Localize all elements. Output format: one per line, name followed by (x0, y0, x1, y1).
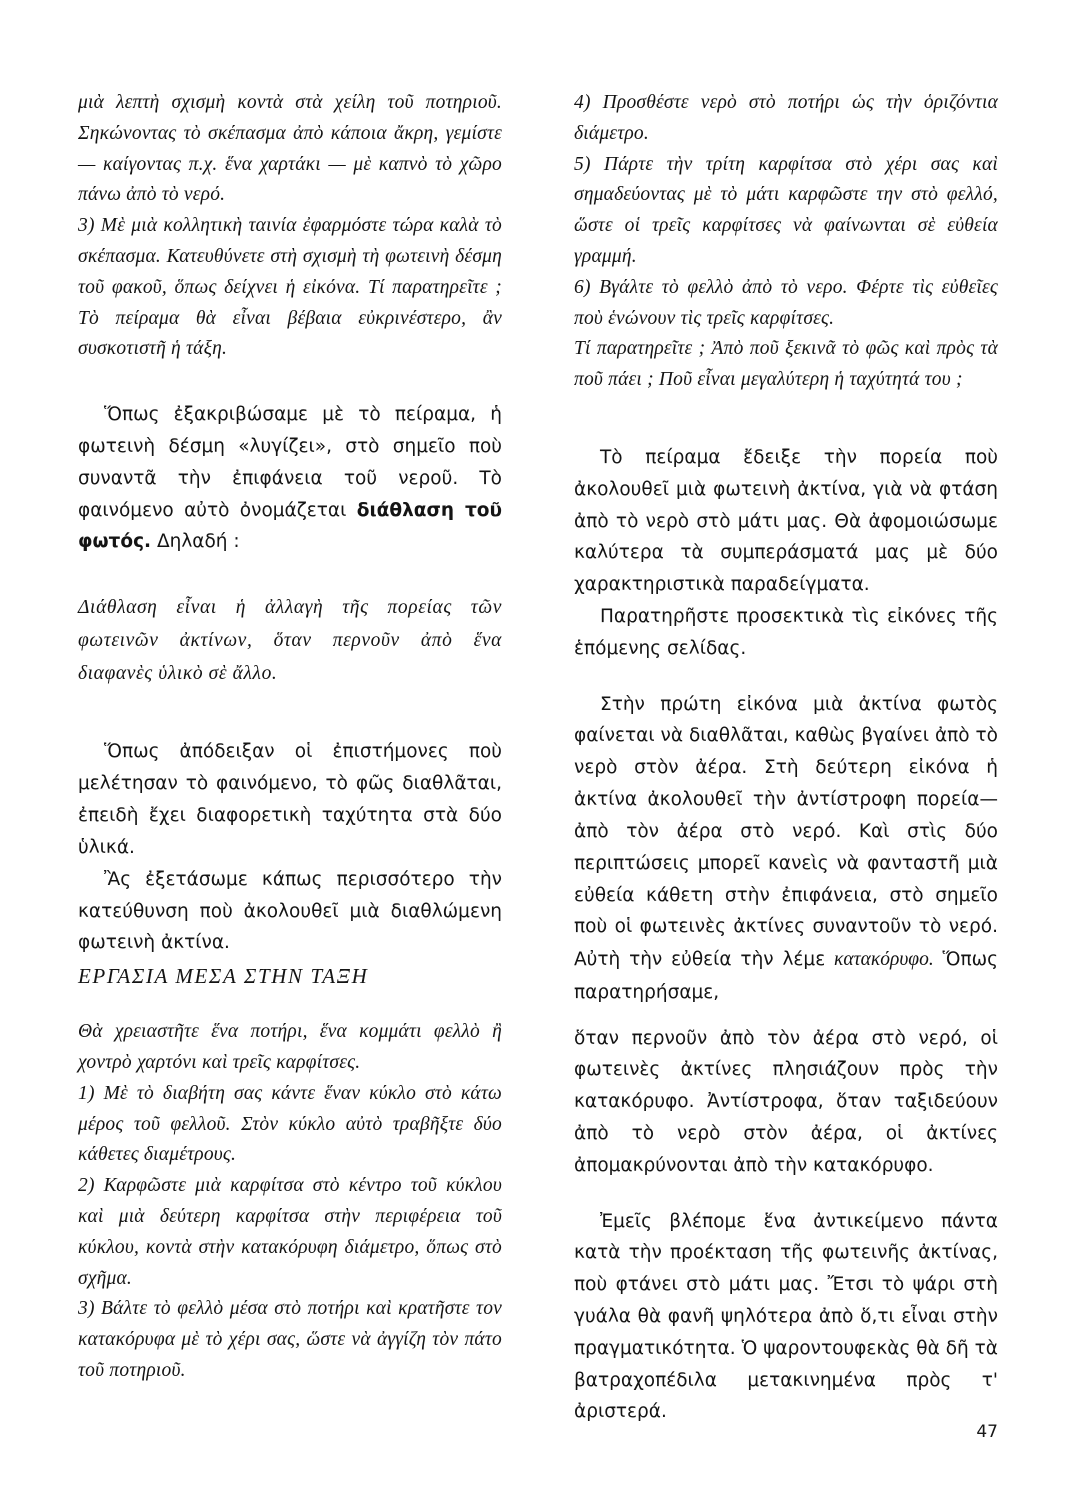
paragraph-step-3: 3) Μὲ μιὰ κολλητικὴ ταινία ἐφαρμόστε τώρα καλὰ τὸ σκέπασμα. Κατευθύνετε στὴ σχισμὴ τὴ φωτεινὴ δέσμη τοῦ φακοῦ, ὅπως δείχνει ἡ εἰκόνα. Τί παρατηρεῖτε ; Τὸ πείραμα θὰ εἶναι βέβαια εὐκρινέστερο, ἂν συσκοτιστῆ ἡ τάξη. (78, 215, 502, 360)
observation-1-text-a: Ὅπως ἐξακριβώσαμε μὲ τὸ πείραμα, ἡ φωτεινὴ δέσμη «λυγίζει», στὸ σημεῖο ποὺ συναντᾶ τὴν ἐπιφάνεια τοῦ νεροῦ. Τὸ φαινόμενο αὐτὸ ὀνομάζεται (78, 404, 502, 521)
right-column (568, 88, 998, 1423)
paragraph-question: Τί παρατηρεῖτε ; Ἀπὸ ποῦ ξεκινᾶ τὸ φῶς καὶ πρὸς τὰ ποῦ πάει ; Ποῦ εἶναι μεγαλύτερη ἡ ταχύτητά του ; (574, 338, 998, 391)
paragraph-materials: Θὰ χρειαστῆτε ἕνα ποτήρι, ἕνα κομμάτι φελλὸ ἢ χοντρὸ χαρτόνι καὶ τρεῖς καρφίτσες. (78, 1021, 502, 1073)
result-3-text-b: Ὅπως παρατηρήσαμε, (574, 949, 998, 1003)
paragraph-step-6: 6) Βγάλτε τὸ φελλὸ ἀπὸ τὸ νερο. Φέρτε τὶς εὐθεῖες ποὺ ἑνώνουν τὶς τρεῖς καρφίτσες. (574, 276, 998, 329)
term-diathlasi: διάθλαση τοῦ φωτός. (78, 499, 502, 553)
paragraph-step-4: 4) Προσθέστε νερὸ στὸ ποτήρι ὡς τὴν ὁριζόντια διάμετρο. (574, 92, 998, 144)
term-katakorifos: κατακόρυφο. (834, 949, 934, 971)
paragraph-step-5: 5) Πάρτε τὴν τρίτη καρφίτσα στὸ χέρι σας καὶ σημαδεύοντας μὲ τὸ μάτι καρφῶστε την στὸ φελλό, ὥστε οἱ τρεῖς καρφίτσες νὰ φαίνωνται σὲ εὐθεία γραμμή. (574, 153, 998, 267)
paragraph-step-1: 1) Μὲ τὸ διαβήτη σας κάντε ἕναν κύκλο στὸ κάτω μέρος τοῦ φελλοῦ. Στὸν κύκλο αὐτὸ τραβῆξτε δύο κάθετες διαμέτρους. (78, 1082, 502, 1166)
paragraph-continued: μιὰ λεπτὴ σχισμὴ κοντὰ στὰ χείλη τοῦ ποτηριοῦ. Σηκώνοντας τὸ σκέπασμα ἀπὸ κάποια ἄκρη, γεμίστε — καίγοντας π.χ. ἕνα χαρτάκι — μὲ καπνὸ τὸ χῶρο πάνω ἀπὸ τὸ νερό. (78, 92, 502, 206)
paragraph-observation-2: Ὅπως ἀπόδειξαν οἱ ἐπιστήμονες ποὺ μελέτησαν τὸ φαινόμενο, τὸ φῶς διαθλᾶται, ἐπειδὴ ἔχει διαφορετικὴ ταχύτητα στὰ δύο ὑλικά. (78, 741, 502, 858)
result-3-text-a: Στὴν πρώτη εἰκόνα μιὰ ἀκτίνα φωτὸς φαίνεται νὰ διαθλᾶται, καθὼς βγαίνει ἀπὸ τὸ νερὸ στὸν ἀέρα. Στὴ δεύτερη εἰκόνα ἡ ἀκτίνα ἀκολουθεῖ τὴν ἀντίστροφη πορεία— ἀπὸ τὸν ἀέρα στὸ νερό. Καὶ στὶς δύο περιπτώσεις μπορεῖ κανεὶς νὰ φανταστῆ μιὰ εὐθεία κάθετη στὴν ἐπιφάνεια, στὸ σημεῖο ποὺ οἱ φωτεινὲς ἀκτίνες συναντοῦν τὸ νερό. Αὐτὴ τὴν εὐθεία τὴν λέμε (574, 693, 998, 971)
paragraph-result-1: Τὸ πείραμα ἔδειξε τὴν πορεία ποὺ ἀκολουθεῖ μιὰ φωτεινὴ ἀκτίνα, γιὰ νὰ φτάση ἀπὸ τὸ νερὸ στὸ μάτι μας. Θὰ ἀφομοιώσωμε καλύτερα τὰ συμπεράσματά μας μὲ δύο χαρακτηριστικὰ παραδείγματα. (574, 446, 998, 596)
observation-1-text-b: Δηλαδή : (151, 531, 240, 553)
paragraph-step-2: 2) Καρφῶστε μιὰ καρφίτσα στὸ κέντρο τοῦ κύκλου καὶ μιὰ δεύτερη καρφίτσα στὴν περιφέρεια τοῦ κύκλου, κοντὰ στὴν κατακόρυφη διάμετρο, ὅπως στὸ σχῆμα. (78, 1175, 502, 1289)
paragraph-result-2: Παρατηρῆστε προσεκτικὰ τὶς εἰκόνες τῆς ἑπόμενης σελίδας. (574, 606, 998, 659)
definition-block: Διάθλαση εἶναι ἡ ἀλλαγὴ τῆς πορείας τῶν φωτεινῶν ἀκτίνων, ὅταν περνοῦν ἀπὸ ἕνα διαφανὲς ὑλικὸ σὲ ἄλλο. (78, 597, 502, 684)
paragraph-step-3b: 3) Βάλτε τὸ φελλὸ μέσα στὸ ποτήρι καὶ κρατῆστε τον κατακόρυφα μὲ τὸ χέρι σας, ὥστε νὰ ἀγγίζη τὸν πάτο τοῦ ποτηριοῦ. (78, 1298, 502, 1381)
two-column-layout (78, 88, 998, 1423)
paragraph-observation-1 (78, 399, 502, 558)
page-number: 47 (976, 1422, 998, 1442)
section-heading-classwork: ΕΡΓΑΣΙΑ ΜΕΣΑ ΣΤΗΝ ΤΑΞΗ (78, 964, 369, 989)
paragraph-result-4: ὅταν περνοῦν ἀπὸ τὸν ἀέρα στὸ νερό, οἱ φωτεινὲς ἀκτίνες πλησιάζουν πρὸς τὴν κατακόρυφο. Ἀντίστροφα, ὅταν ταξιδεύουν ἀπὸ τὸ νερὸ στὸν ἀέρα, οἱ ἀκτίνες ἀπομακρύνονται ἀπὸ τὴν κατακόρυφο. (574, 1027, 998, 1176)
paragraph-result-5: Ἐμεῖς βλέπομε ἕνα ἀντικείμενο πάντα κατὰ τὴν προέκταση τῆς φωτεινῆς ἀκτίνας, ποὺ φτάνει στὸ μάτι μας. Ἔτσι τὸ ψάρι στὴ γυάλα θὰ φανῆ ψηλότερα ἀπὸ ὅ,τι εἶναι στὴν πραγματικότητα. Ὁ ψαροντουφεκὰς θὰ δῆ τὰ βατραχοπέδιλα μετακινημένα πρὸς τ' ἀριστερά. (574, 1210, 998, 1423)
paragraph-result-3 (574, 689, 998, 1009)
left-column (78, 88, 508, 1381)
paragraph-observation-3: Ἂς ἐξετάσωμε κάπως περισσότερο τὴν κατεύθυνση ποὺ ἀκολουθεῖ μιὰ διαθλώμενη φωτεινὴ ἀκτίνα. (78, 868, 502, 954)
